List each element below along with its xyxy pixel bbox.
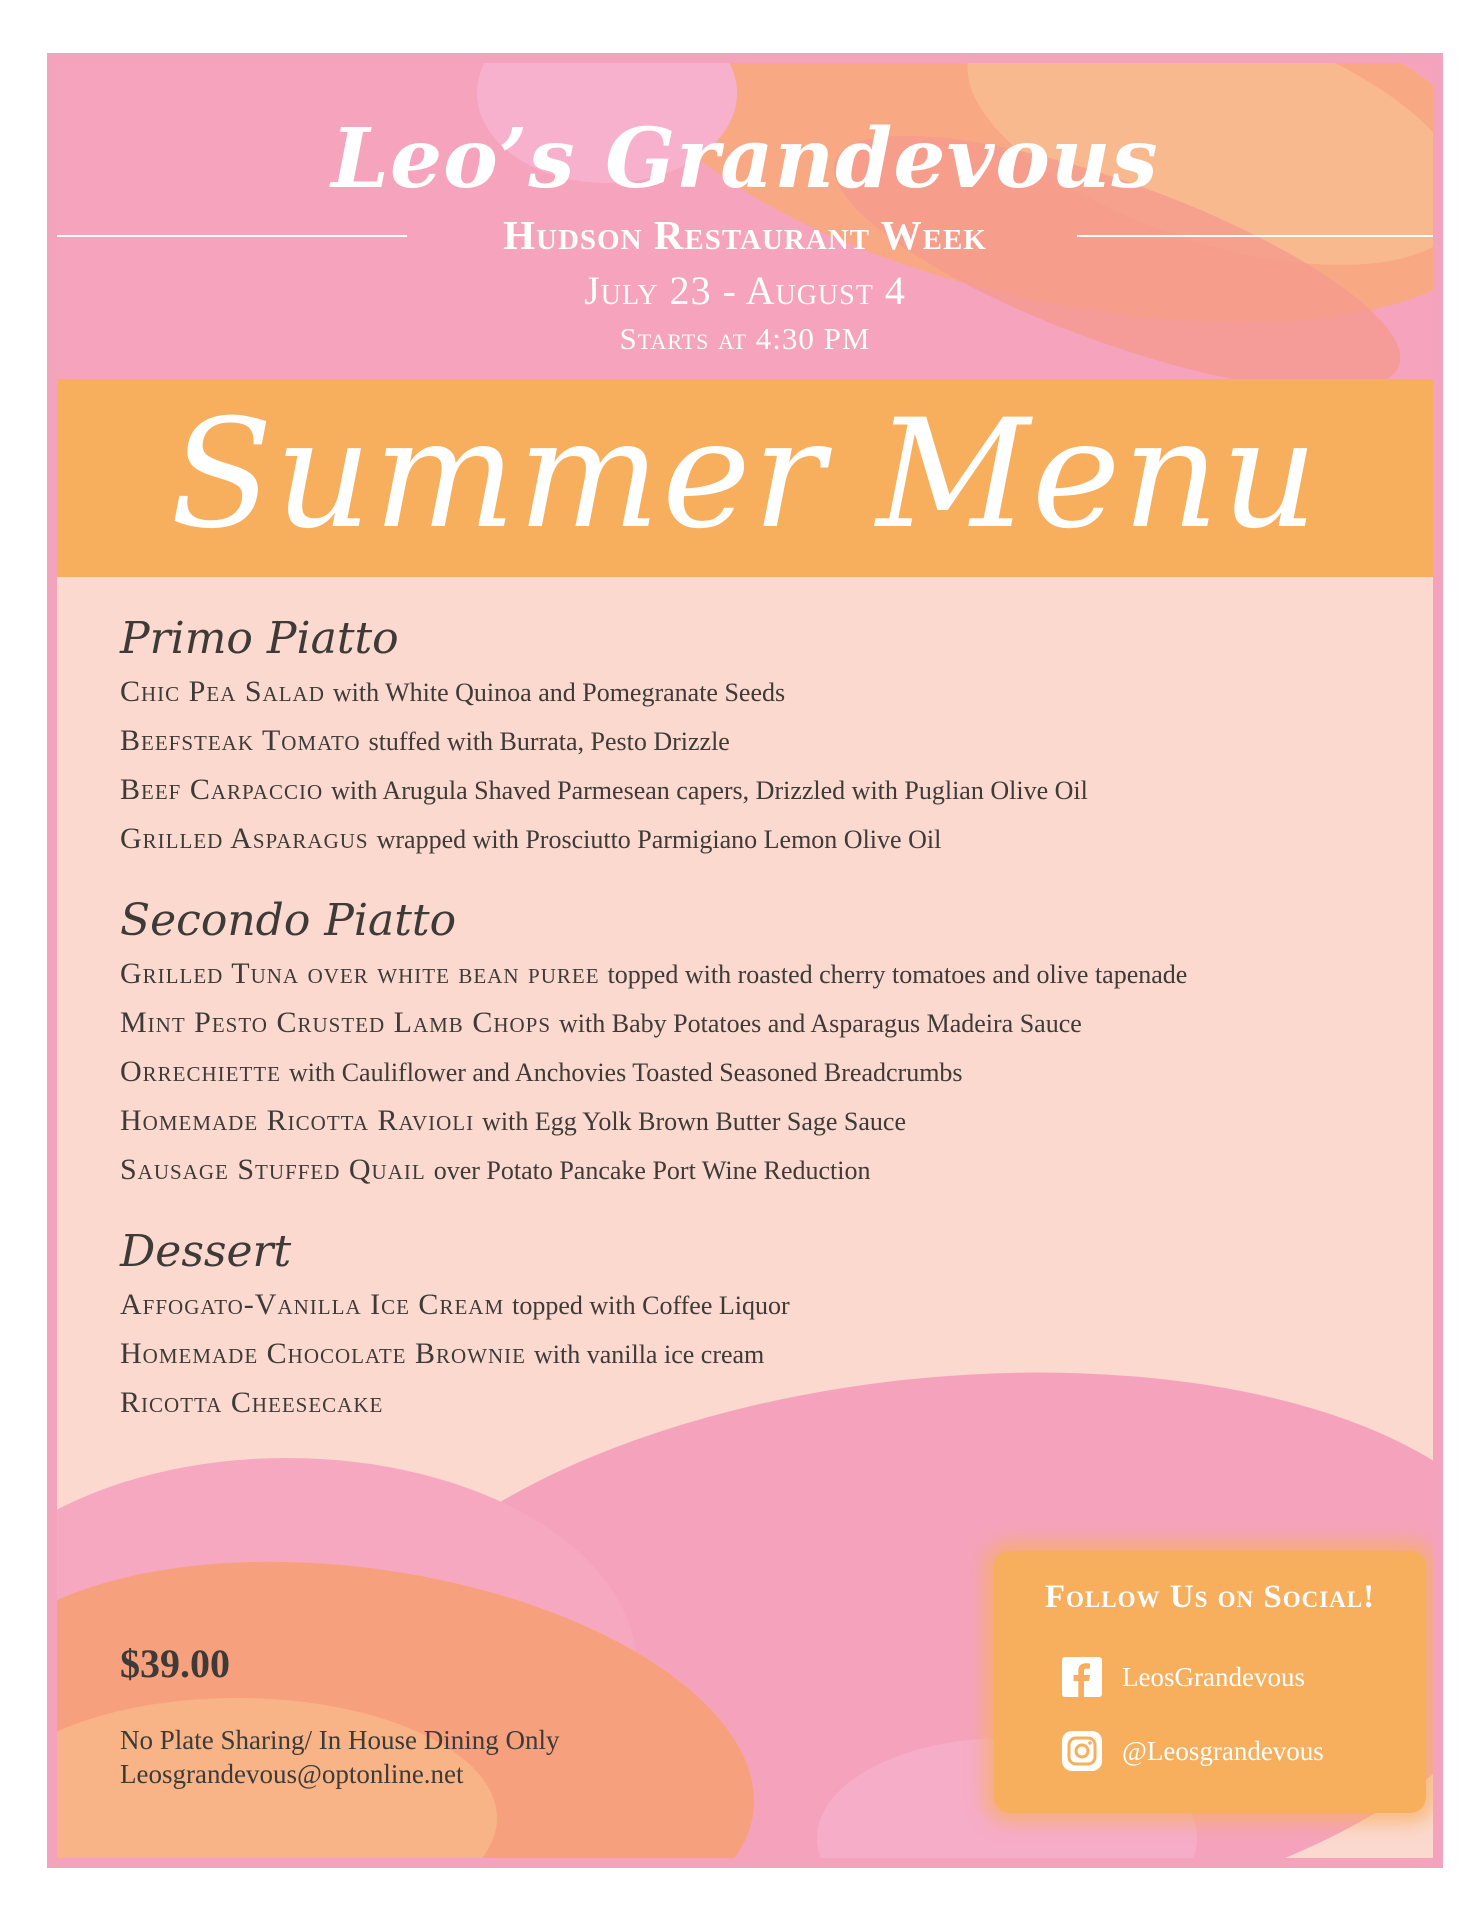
section-primo: Primo Piatto (120, 613, 399, 664)
facebook-link[interactable] (1062, 1655, 1305, 1699)
menu-item (120, 765, 1410, 814)
item-name: Beef Carpaccio (120, 773, 324, 806)
item-name: Mint Pesto Crusted Lamb Chops (120, 1006, 552, 1039)
divider-right (1077, 235, 1433, 237)
menu-item (120, 1047, 1410, 1096)
item-name: Orrechiette (120, 1055, 281, 1088)
section-gap (120, 1194, 1410, 1224)
item-description: with Arugula Shaved Parmesean capers, Drizzled with Puglian Olive Oil (331, 776, 1088, 805)
item-description: topped with roasted cherry tomatoes and olive tapenade (607, 960, 1188, 989)
item-description: wrapped with Prosciutto Parmigiano Lemon Olive Oil (376, 825, 942, 854)
menu-item (120, 1096, 1410, 1145)
instagram-handle: @Leosgrandevous (1122, 1735, 1324, 1766)
menu-item (120, 1329, 1410, 1378)
menu-item (120, 1145, 1410, 1194)
instagram-icon (1062, 1731, 1102, 1771)
email-address[interactable]: Leosgrandevous@optonline.net (120, 1759, 464, 1789)
item-description: over Potato Pancake Port Wine Reduction (433, 1156, 871, 1185)
section-dessert: Dessert (120, 1226, 292, 1277)
item-name: Sausage Stuffed Quail (120, 1153, 426, 1186)
dining-policy: No Plate Sharing/ In House Dining Only (120, 1725, 560, 1755)
item-name: Grilled Asparagus (120, 822, 369, 855)
item-name: Beefsteak Tomato (120, 724, 361, 757)
facebook-handle: LeosGrandevous (1122, 1661, 1305, 1692)
menu-item (120, 949, 1410, 998)
item-description: stuffed with Burrata, Pesto Drizzle (368, 727, 730, 756)
menu-item (120, 716, 1410, 765)
social-title: Follow Us on Social! (1044, 1579, 1376, 1615)
start-time: Starts at 4:30 PM (619, 321, 871, 356)
item-description: topped with Coffee Liquor (512, 1291, 790, 1320)
banner-title: Summer Menu (170, 388, 1320, 562)
item-description: with Cauliflower and Anchovies Toasted Seasoned Breadcrumbs (288, 1058, 963, 1087)
event-dates: July 23 - August 4 (584, 268, 906, 313)
menu-frame (47, 53, 1443, 1868)
menu-item (120, 814, 1410, 863)
menu-item (120, 1280, 1410, 1329)
social-box (994, 1551, 1426, 1813)
menu-item (120, 1378, 1410, 1427)
menu-item (120, 998, 1410, 1047)
item-description: with Egg Yolk Brown Butter Sage Sauce (482, 1107, 907, 1136)
price: $39.00 (120, 1641, 230, 1686)
menu-item (120, 667, 1410, 716)
item-name: Homemade Chocolate Brownie (120, 1337, 526, 1370)
facebook-icon (1062, 1657, 1102, 1697)
menu-list (120, 611, 1410, 1427)
subtitle-row (57, 211, 1433, 261)
item-description: with vanilla ice cream (534, 1340, 765, 1369)
section-gap (120, 863, 1410, 893)
section-secondo: Secondo Piatto (120, 895, 457, 946)
menu-paper (57, 63, 1433, 1858)
summer-menu-banner (57, 379, 1433, 577)
item-name: Affogato-Vanilla Ice Cream (120, 1288, 505, 1321)
restaurant-name: Leo’s Grandevous (331, 111, 1159, 207)
item-description: with Baby Potatoes and Asparagus Madeira Sauce (559, 1009, 1082, 1038)
header-area (57, 63, 1433, 379)
instagram-link[interactable] (1062, 1729, 1324, 1773)
item-description: with White Quinoa and Pomegranate Seeds (332, 678, 786, 707)
dining-note (120, 1723, 559, 1791)
item-name: Chic Pea Salad (120, 675, 325, 708)
item-name: Grilled Tuna over white bean puree (120, 957, 600, 990)
item-name: Homemade Ricotta Ravioli (120, 1104, 475, 1137)
item-name: Ricotta Cheesecake (120, 1386, 384, 1419)
event-name: Hudson Restaurant Week (503, 212, 987, 258)
